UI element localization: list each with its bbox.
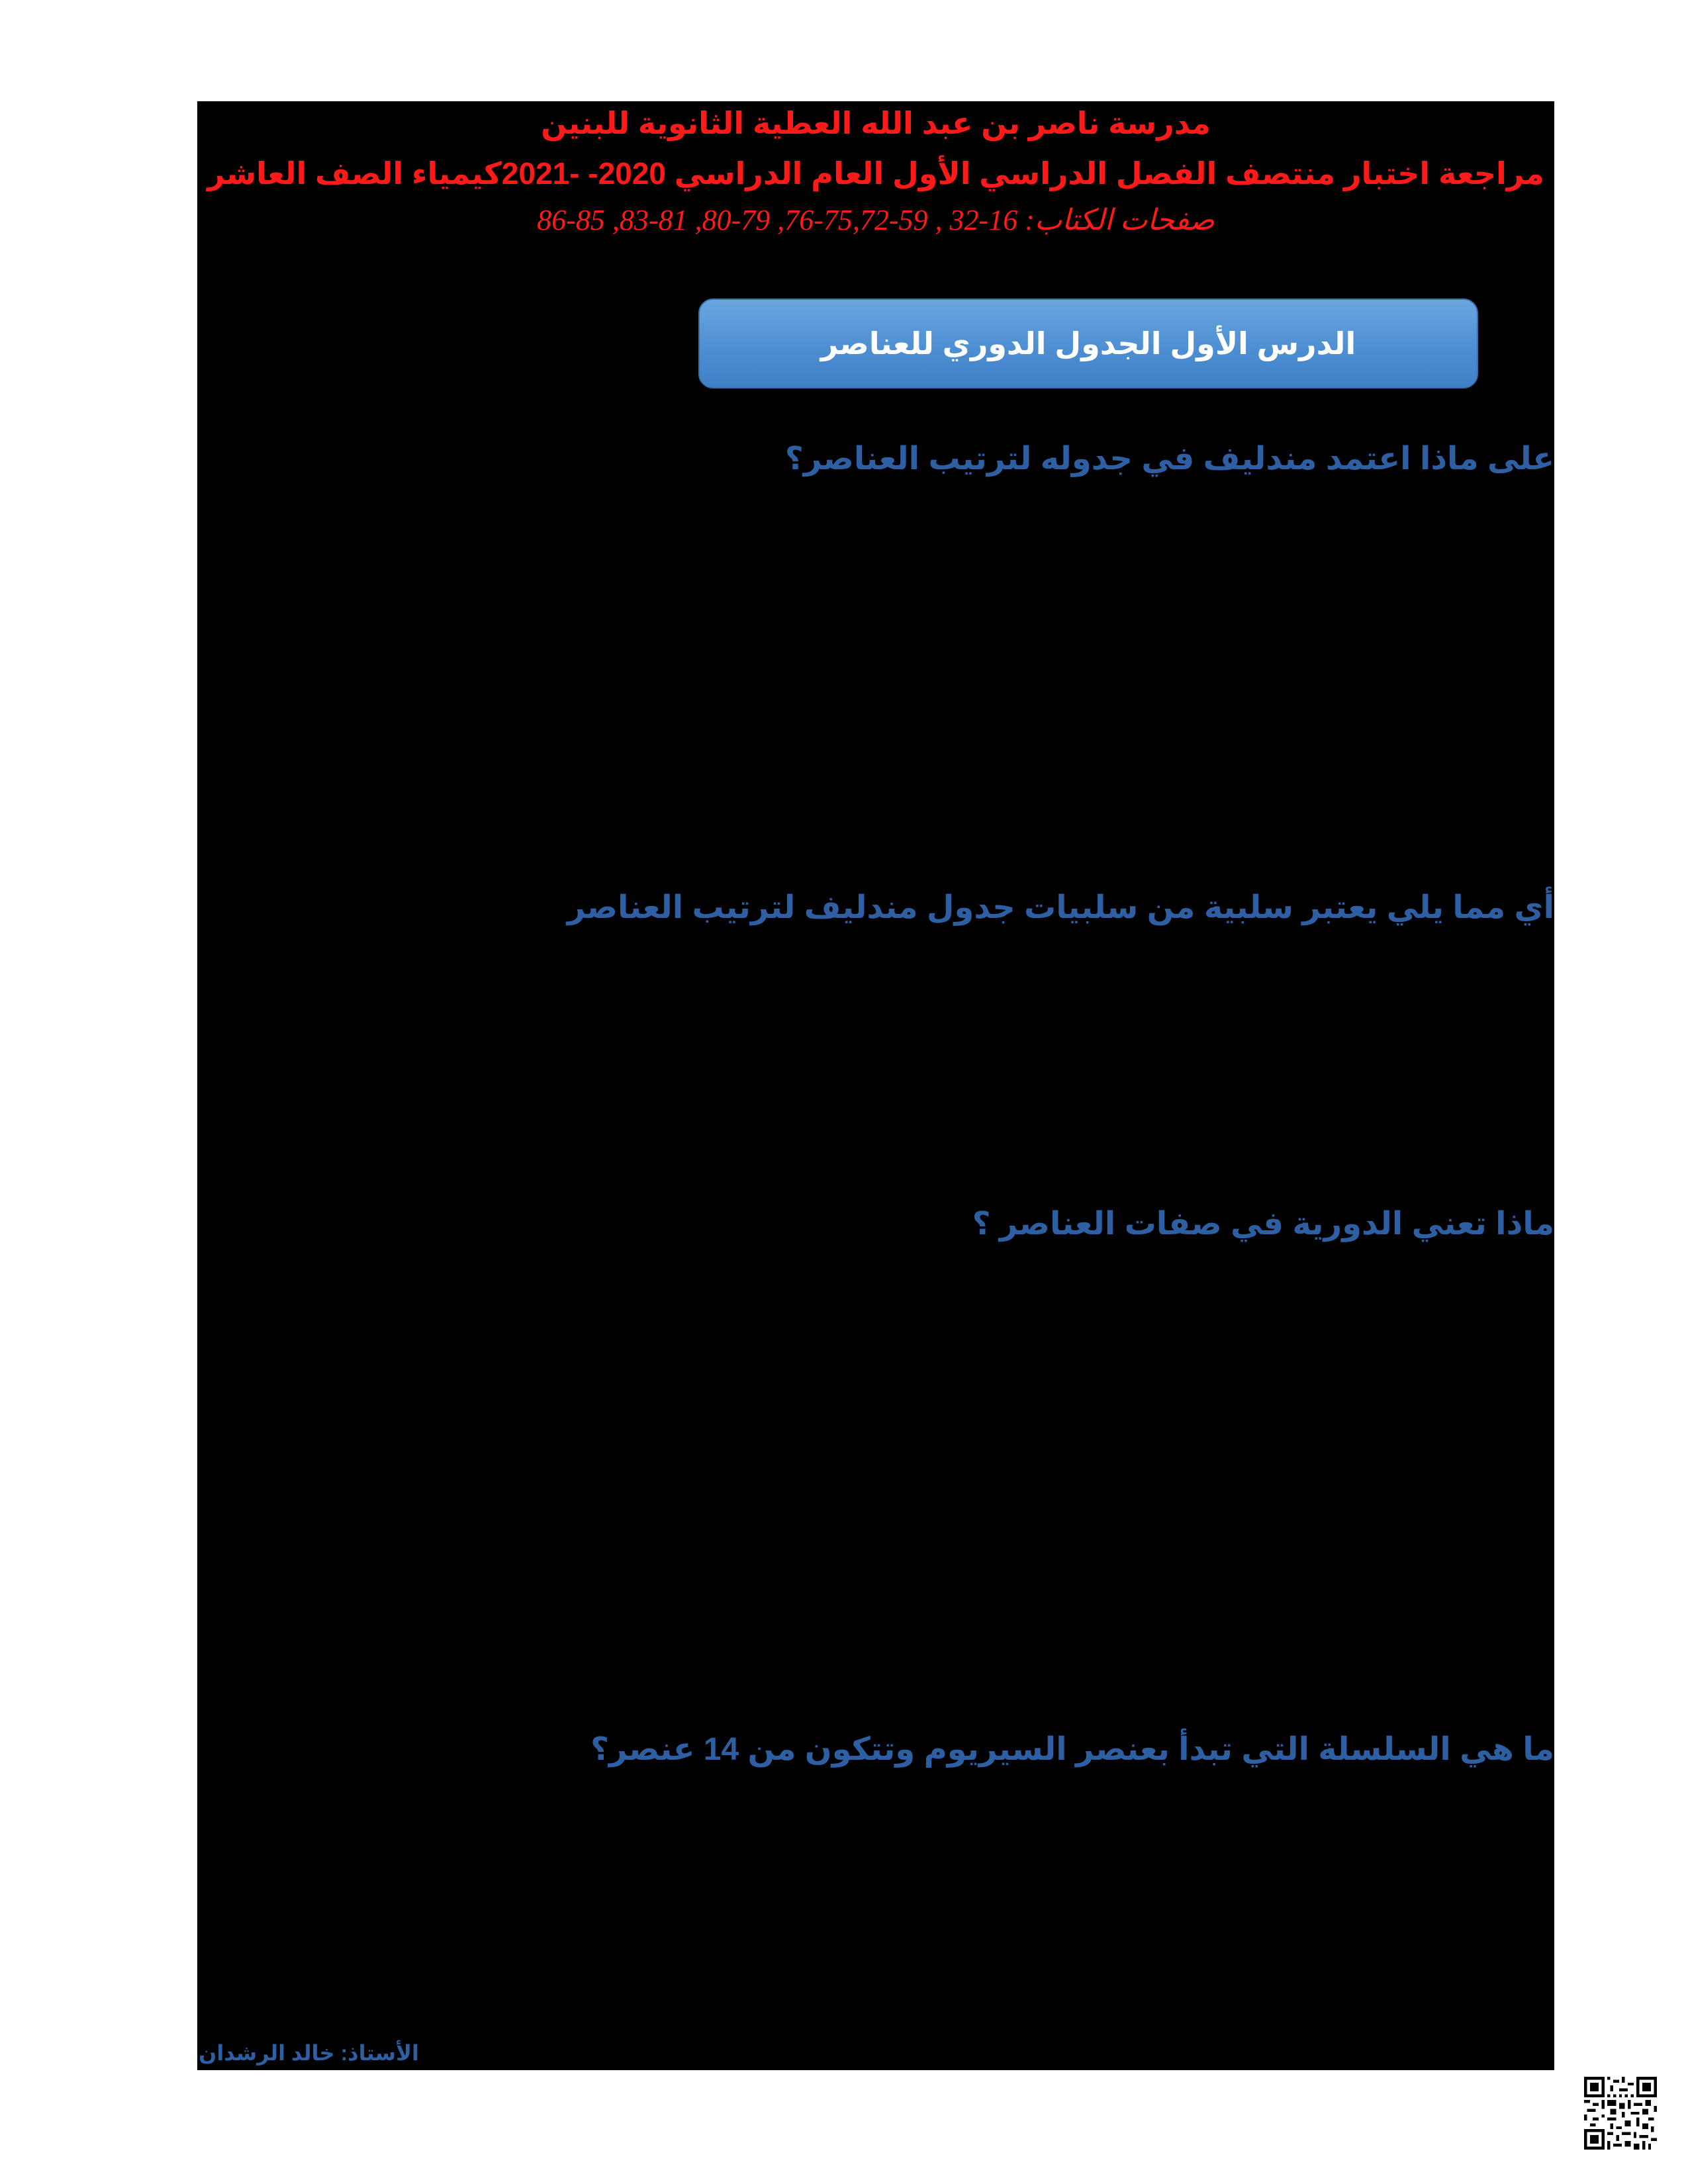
book-pages: صفحات الكتاب: 16-32 , 59-75,72-76, 79-80, 81-83, 85-86 bbox=[537, 204, 1215, 236]
page-content-area bbox=[197, 101, 1554, 2070]
teacher-name: الأستاذ: خالد الرشدان bbox=[199, 2041, 419, 2065]
question-4: ما هي السلسلة التي تبدأ بعنصر السيريوم وتتكون من 14 عنصر؟ bbox=[590, 1732, 1554, 1767]
qr-code-icon bbox=[1584, 2077, 1657, 2150]
lesson-banner bbox=[698, 298, 1478, 388]
school-name: مدرسة ناصر بن عبد الله العطية الثانوية للبنين bbox=[541, 106, 1211, 140]
question-1: على ماذا اعتمد مندليف في جدوله لترتيب العناصر؟ bbox=[784, 441, 1554, 477]
question-2: أي مما يلي يعتبر سلبية من سلبيات جدول مندليف لترتيب العناصر bbox=[567, 890, 1554, 925]
question-3: ماذا تعني الدورية في صفات العناصر ؟ bbox=[972, 1206, 1554, 1242]
review-title: مراجعة اختبار منتصف الفصل الدراسي الأول العام الدراسي 2020- -2021كيمياء الصف العاشر bbox=[207, 156, 1544, 191]
lesson-title: الدرس الأول الجدول الدوري للعناصر bbox=[820, 326, 1356, 361]
